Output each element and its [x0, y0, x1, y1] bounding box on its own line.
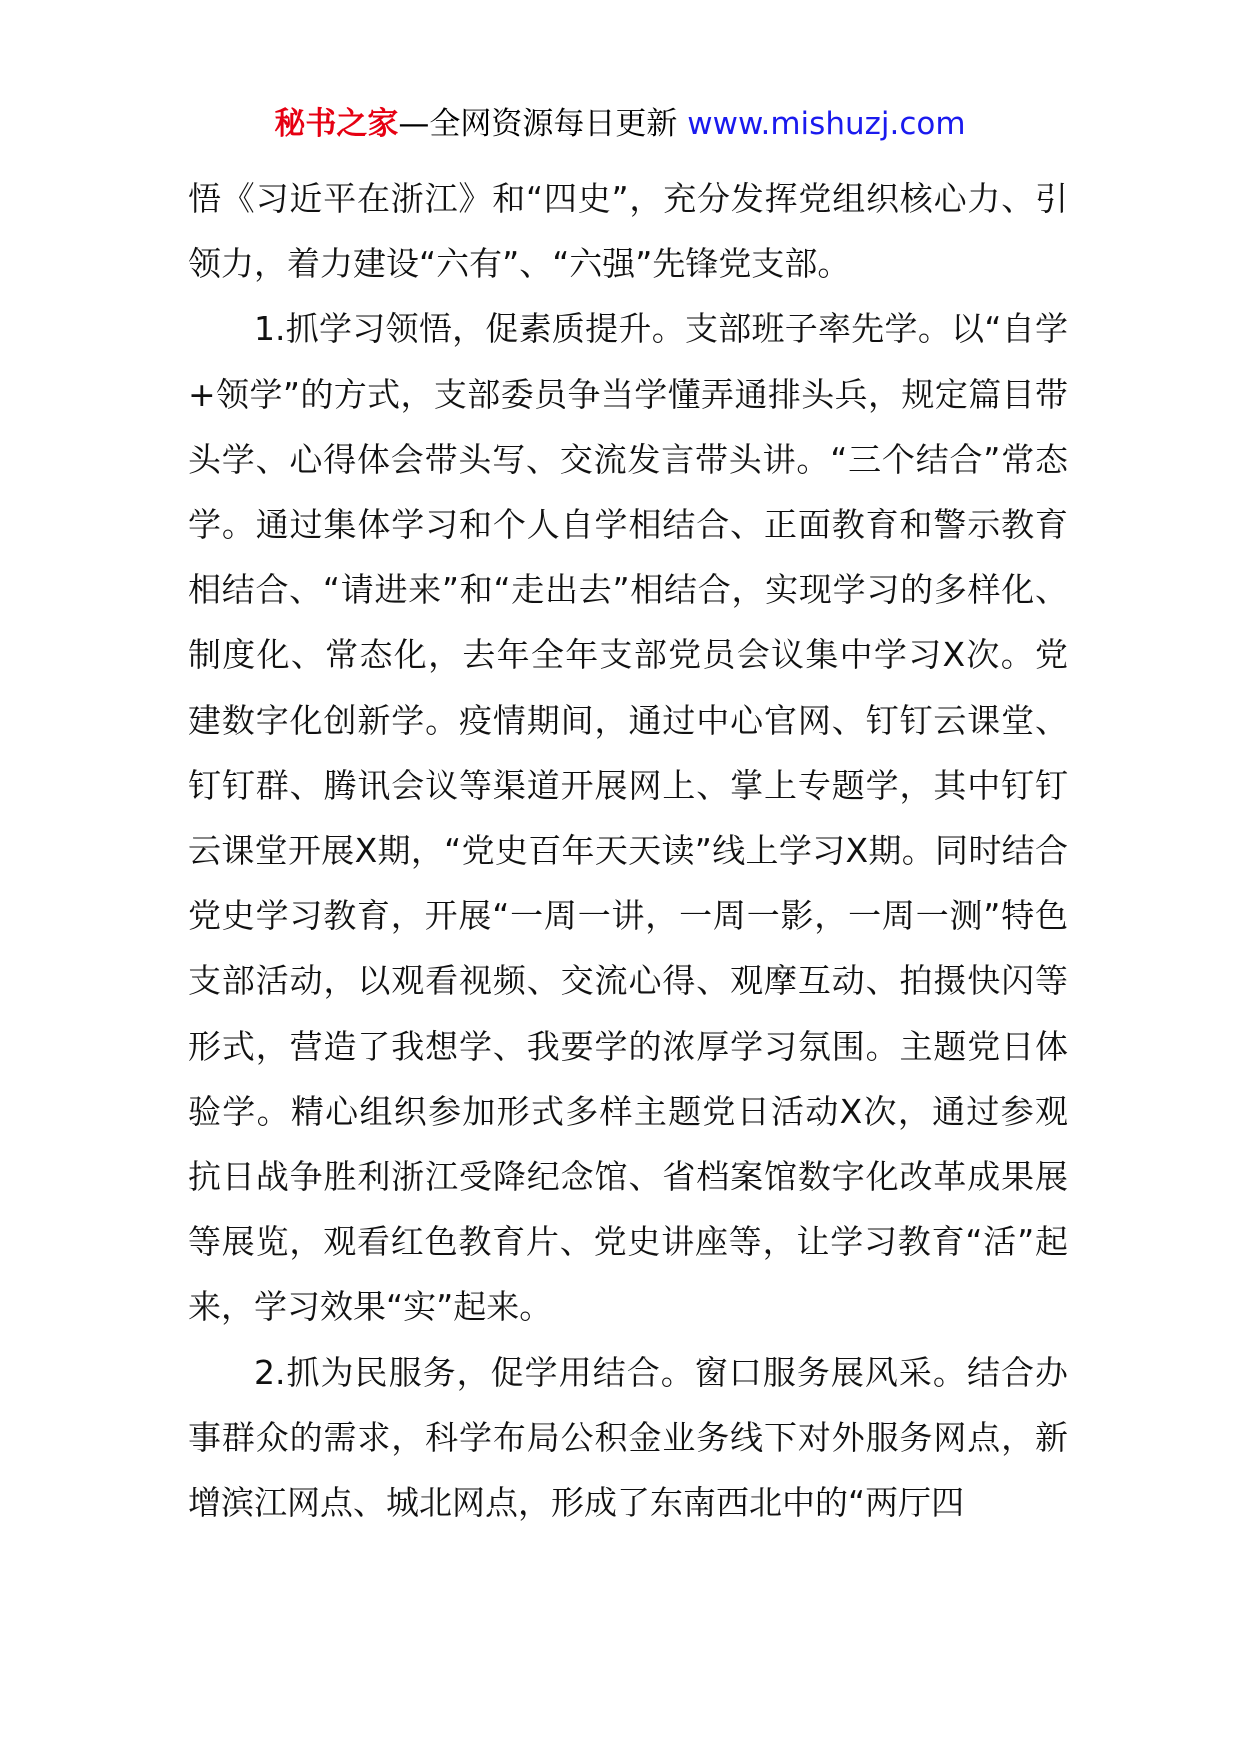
site-url-link[interactable]: www.mishuzj.com — [687, 106, 966, 142]
paragraph: 2.抓为民服务，促学用结合。窗口服务展风采。结合办事群众的需求，科学布局公积金业务线下对外服务网点，新增滨江网点、城北网点，形成了东南西北中的“两厅四 — [188, 1352, 1068, 1523]
paragraph: 悟《习近平在浙江》和“四史”，充分发挥党组织核心力、引领力，着力建设“六有”、“六强”先锋党支部。 — [188, 179, 1068, 284]
site-tagline: —全网资源每日更新 — [398, 106, 688, 142]
site-brand: 秘书之家 — [274, 106, 399, 142]
page-header — [0, 102, 1240, 146]
document-body — [188, 166, 1068, 1535]
paragraph: 1.抓学习领悟，促素质提升。支部班子率先学。以“自学+领学”的方式，支部委员争当学懂弄通排头兵，规定篇目带头学、心得体会带头写、交流发言带头讲。“三个结合”常态学。通过集体学习和个人自学相结合、正面教育和警示教育相结合、“请进来”和“走出去”相结合，实现学习的多样化、制度化、常态化，去年全年支部党员会议集中学习X次。党建数字化创新学。疫情期间，通过中心官网、钉钉云课堂、钉钉群、腾讯会议等渠道开展网上、掌上专题学，其中钉钉云课堂开展X期，“党史百年天天读”线上学习X期。同时结合党史学习教育，开展“一周一讲，一周一影，一周一测”特色支部活动，以观看视频、交流心得、观摩互动、拍摄快闪等形式，营造了我想学、我要学的浓厚学习氛围。主题党日体验学。精心组织参加形式多样主题党日活动X次，通过参观抗日战争胜利浙江受降纪念馆、省档案馆数字化改革成果展等展览，观看红色教育片、党史讲座等，让学习教育“活”起来，学习效果“实”起来。 — [188, 309, 1068, 1327]
